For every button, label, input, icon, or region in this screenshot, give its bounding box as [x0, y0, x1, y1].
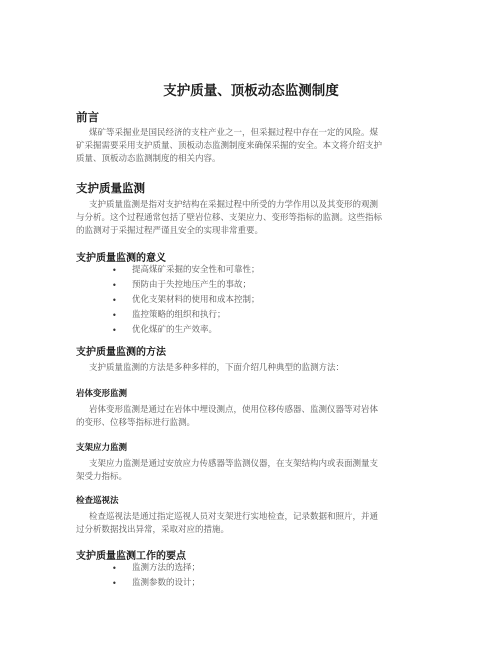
- paragraph-line: 的变形、位移等指标进行监测。: [76, 418, 196, 428]
- heading-support-monitoring: 支护质量监测: [76, 181, 145, 195]
- inspection-paragraph: [76, 511, 428, 537]
- paragraph-line: 岩体变形监测是通过在岩体中埋设测点，使用位移传感器、监测仪器等对岩体: [89, 405, 379, 415]
- heading-rock-deformation: 岩体变形监测: [76, 389, 128, 399]
- bullet-icon: •: [112, 311, 117, 320]
- rock-deformation-paragraph: [76, 404, 428, 430]
- paragraph-line: 的监测对于采掘过程严谨且安全的实现非常重要。: [76, 226, 264, 236]
- paragraph-line: 架受力指标。: [76, 472, 128, 482]
- paragraph-line: 支护质量监测是指对支护结构在采掘过程中所受的力学作用以及其变形的观测: [89, 200, 379, 210]
- heading-methods: 支护质量监测的方法: [76, 347, 166, 358]
- bullet-icon: •: [112, 281, 117, 290]
- paragraph-line: 支架应力监测是通过安放应力传感器等监测仪器，在支架结构内或表面测量支: [89, 459, 379, 469]
- intro-paragraph: [76, 127, 428, 166]
- heading-intro: 前言: [76, 110, 99, 124]
- paragraph-line: 煤矿等采掘业是国民经济的支柱产业之一，但采掘过程中存在一定的风险。煤: [89, 128, 379, 138]
- bullet-icon: •: [112, 579, 117, 588]
- heading-key-points: 支护质量监测工作的要点: [76, 551, 186, 562]
- paragraph-line: 检查巡视法是通过指定巡视人员对支架进行实地检查，记录数据和照片，并通: [89, 512, 379, 522]
- paragraph-line: 过分析数据找出异常，采取对应的措施。: [76, 525, 230, 535]
- methods-intro-paragraph: [76, 362, 428, 375]
- support-monitoring-paragraph: [76, 199, 428, 238]
- paragraph-line: 与分析。这个过程通常包括了壁岩位移、支架应力、变形等指标的监测。这些指标: [76, 213, 383, 223]
- bullet-icon: •: [112, 296, 117, 305]
- heading-support-stress: 支架应力监测: [76, 443, 128, 453]
- bullet-icon: •: [112, 266, 117, 275]
- paragraph-line: 支护质量监测的方法是多种多样的，下面介绍几种典型的监测方法：: [89, 363, 345, 373]
- heading-inspection: 检查巡视法: [76, 496, 119, 506]
- support-stress-paragraph: [76, 458, 428, 484]
- bullet-icon: •: [112, 564, 117, 573]
- document-page: 支护质量、顶板动态监测制度 前言 煤矿等采掘业是国民经济的支柱产业之一，但采掘过程中存在一定的风险。煤 矿采掘需要采用支护质量、顶板动态监测制度来确保采掘的安全。本文将介绍支护 质量、顶板动态监测制度的相关内容。 支护质量监测 支护质量监测是指对支护结构在采掘过程中所受的力学作用以及其变形的观测 与分析。这个过程通常包括了壁岩位移、支架应力、变形等指标的监测。这些指标 的监测对于采掘过程严谨且安全的实现非常重要。 支护质量监测的意义 • 提高煤矿采掘的安全性和可靠性； • 预防由于失控地压产生的事故； • 优化支架材料的使用和成本控制； • 监控策略的组织和执行； • 优化煤矿的生产效率。 支护质量监测的方法 支护质量监测的方法是多种多样的，下面介绍几种典型的监测方法： 岩体变形监测 岩体变形监测是通过在岩体中埋设测点，使用位移传感器、监测仪器等对岩体 的变形、位移等指标进行监测。 支架应力监测 支架应力监测是通过安放应力传感器等监测仪器，在支架结构内或表面测量支 架受力指标。 检查巡视法 检查巡视法是通过指定巡视人员对支架进行实地检查，记录数据和照片，并通 过分析数据找出异常，采取对应的措施。 支护质量监测工作的要点 • 监测方法的选择； • 监测参数的设计；: [0, 0, 502, 649]
- paragraph-line: 矿采掘需要采用支护质量、顶板动态监测制度来确保采掘的安全。本文将介绍支护: [76, 141, 383, 151]
- heading-significance: 支护质量监测的意义: [76, 253, 166, 264]
- bullet-icon: •: [112, 326, 117, 335]
- paragraph-line: 质量、顶板动态监测制度的相关内容。: [76, 154, 221, 164]
- document-title: 支护质量、顶板动态监测制度: [163, 83, 339, 99]
